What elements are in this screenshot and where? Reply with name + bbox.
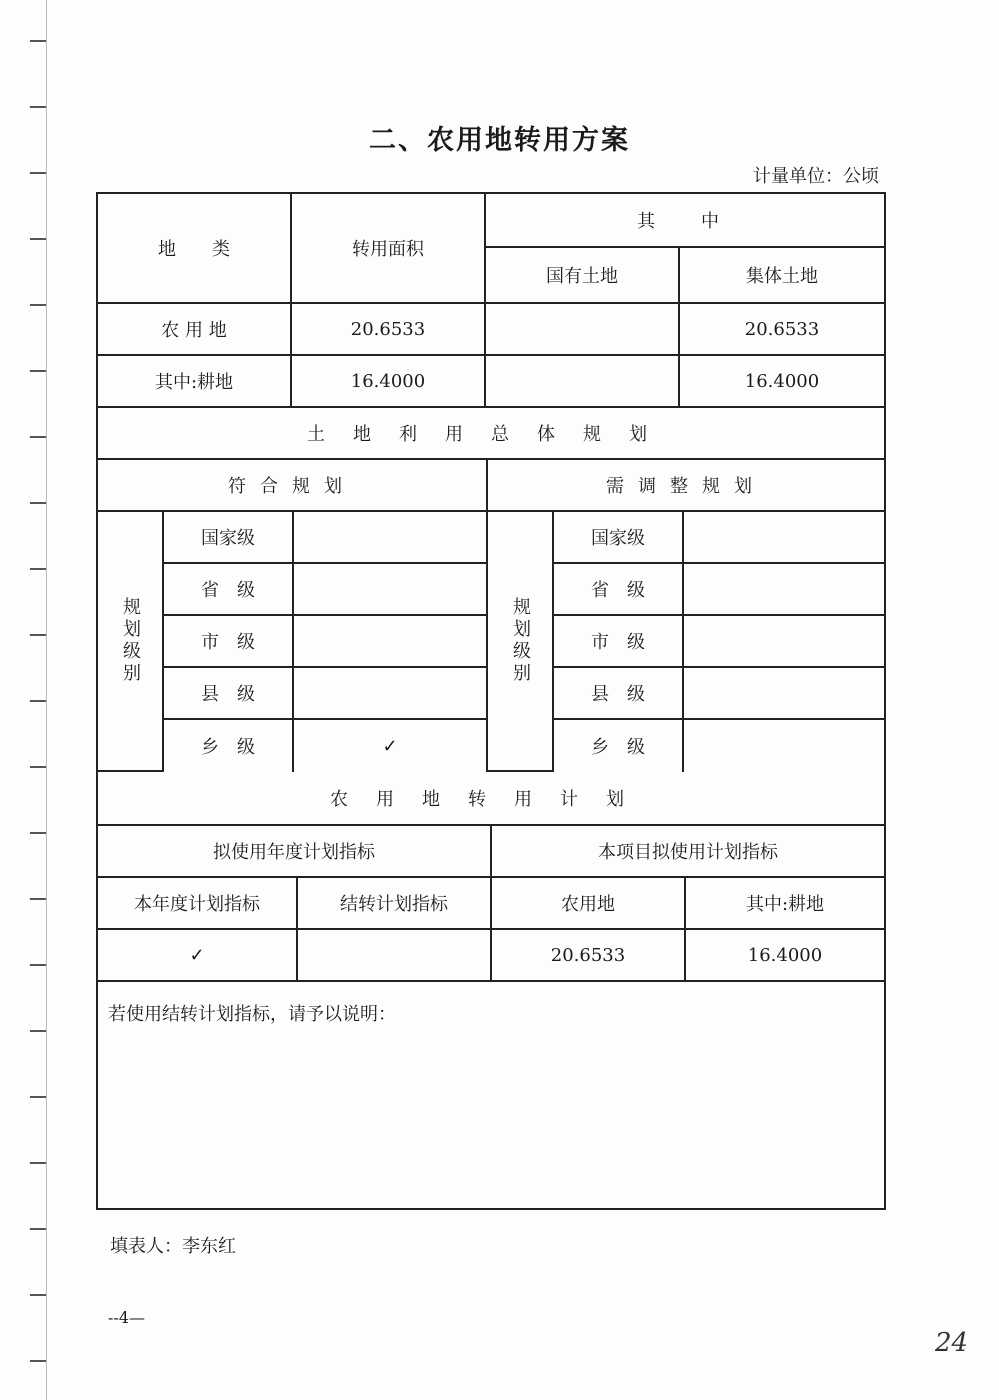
header-state-land: 国有土地 <box>486 248 680 304</box>
plan-level-label-left <box>98 512 164 772</box>
adjust-level-label: 县 级 <box>554 668 684 720</box>
conform-level-label: 省 级 <box>164 564 294 616</box>
conform-level-label: 国家级 <box>164 512 294 564</box>
binding-mark <box>30 964 46 966</box>
binding-mark <box>30 1030 46 1032</box>
adjust-plan-heading: 需调整规划 <box>488 460 884 512</box>
row-farmland-collective: 20.6533 <box>680 304 884 356</box>
adjust-level-mark <box>684 720 884 772</box>
binding-line <box>46 0 47 1400</box>
overall-plan-heading: 土地利用总体规划 <box>98 408 884 460</box>
carryover-value <box>298 930 492 982</box>
plan-level-text-left: 规划级别 <box>120 597 141 685</box>
binding-mark <box>30 502 46 504</box>
header-among: 其 中 <box>486 194 884 248</box>
binding-mark <box>30 1294 46 1296</box>
row-cultivated-collective: 16.4000 <box>680 356 884 408</box>
current-year-heading: 本年度计划指标 <box>98 878 298 930</box>
adjust-level-mark <box>684 668 884 720</box>
binding-mark <box>30 1162 46 1164</box>
farmland-value: 20.6533 <box>492 930 686 982</box>
conform-level-label: 乡 级 <box>164 720 294 772</box>
unit-label: 计量单位：公顷 <box>753 166 879 187</box>
cultivated-value: 16.4000 <box>686 930 884 982</box>
conform-level-mark <box>294 512 488 564</box>
form-filler: 填表人：李东红 <box>110 1236 236 1257</box>
conform-level-label: 县 级 <box>164 668 294 720</box>
conform-plan-heading: 符合规划 <box>98 460 488 512</box>
binding-mark <box>30 106 46 108</box>
row-cultivated-label: 其中:耕地 <box>98 356 292 408</box>
conform-level-mark <box>294 564 488 616</box>
row-cultivated-area: 16.4000 <box>292 356 486 408</box>
binding-mark <box>30 832 46 834</box>
current-year-value: ✓ <box>98 930 298 982</box>
row-cultivated-state <box>486 356 680 408</box>
binding-mark <box>30 370 46 372</box>
conversion-plan-heading: 农用地转用计划 <box>98 772 884 826</box>
header-land-type: 地 类 <box>98 194 292 304</box>
plan-level-label-right <box>488 512 554 772</box>
conform-level-label: 市 级 <box>164 616 294 668</box>
binding-mark <box>30 40 46 42</box>
carryover-heading: 结转计划指标 <box>298 878 492 930</box>
intended-annual-heading: 拟使用年度计划指标 <box>98 826 492 878</box>
cultivated-heading: 其中:耕地 <box>686 878 884 930</box>
binding-mark <box>30 1096 46 1098</box>
adjust-level-mark <box>684 616 884 668</box>
farmland-heading: 农用地 <box>492 878 686 930</box>
binding-mark <box>30 568 46 570</box>
adjust-level-label: 国家级 <box>554 512 684 564</box>
conform-level-mark <box>294 616 488 668</box>
header-area: 转用面积 <box>292 194 486 304</box>
adjust-level-label: 市 级 <box>554 616 684 668</box>
adjust-level-mark <box>684 512 884 564</box>
plan-level-text-right: 规划级别 <box>510 597 531 685</box>
note-area <box>98 982 884 1208</box>
conform-level-mark: ✓ <box>294 720 488 772</box>
row-farmland-label: 农 用 地 <box>98 304 292 356</box>
binding-mark <box>30 304 46 306</box>
row-farmland-area: 20.6533 <box>292 304 486 356</box>
binding-mark <box>30 1360 46 1362</box>
carryover-note: 若使用结转计划指标，请予以说明： <box>108 1004 396 1025</box>
adjust-level-label: 乡 级 <box>554 720 684 772</box>
binding-mark <box>30 436 46 438</box>
header-collective-land: 集体土地 <box>680 248 884 304</box>
binding-mark <box>30 700 46 702</box>
binding-mark <box>30 766 46 768</box>
adjust-level-mark <box>684 564 884 616</box>
page-number: --4— <box>108 1308 145 1327</box>
binding-mark <box>30 898 46 900</box>
page-title: 二、农用地转用方案 <box>369 125 630 156</box>
binding-mark <box>30 634 46 636</box>
page-stamp: 24 <box>935 1328 969 1358</box>
binding-mark <box>30 172 46 174</box>
adjust-level-label: 省 级 <box>554 564 684 616</box>
project-plan-heading: 本项目拟使用计划指标 <box>492 826 884 878</box>
conform-level-mark <box>294 668 488 720</box>
binding-mark <box>30 1228 46 1230</box>
binding-mark <box>30 238 46 240</box>
conversion-table <box>96 192 886 1210</box>
row-farmland-state <box>486 304 680 356</box>
